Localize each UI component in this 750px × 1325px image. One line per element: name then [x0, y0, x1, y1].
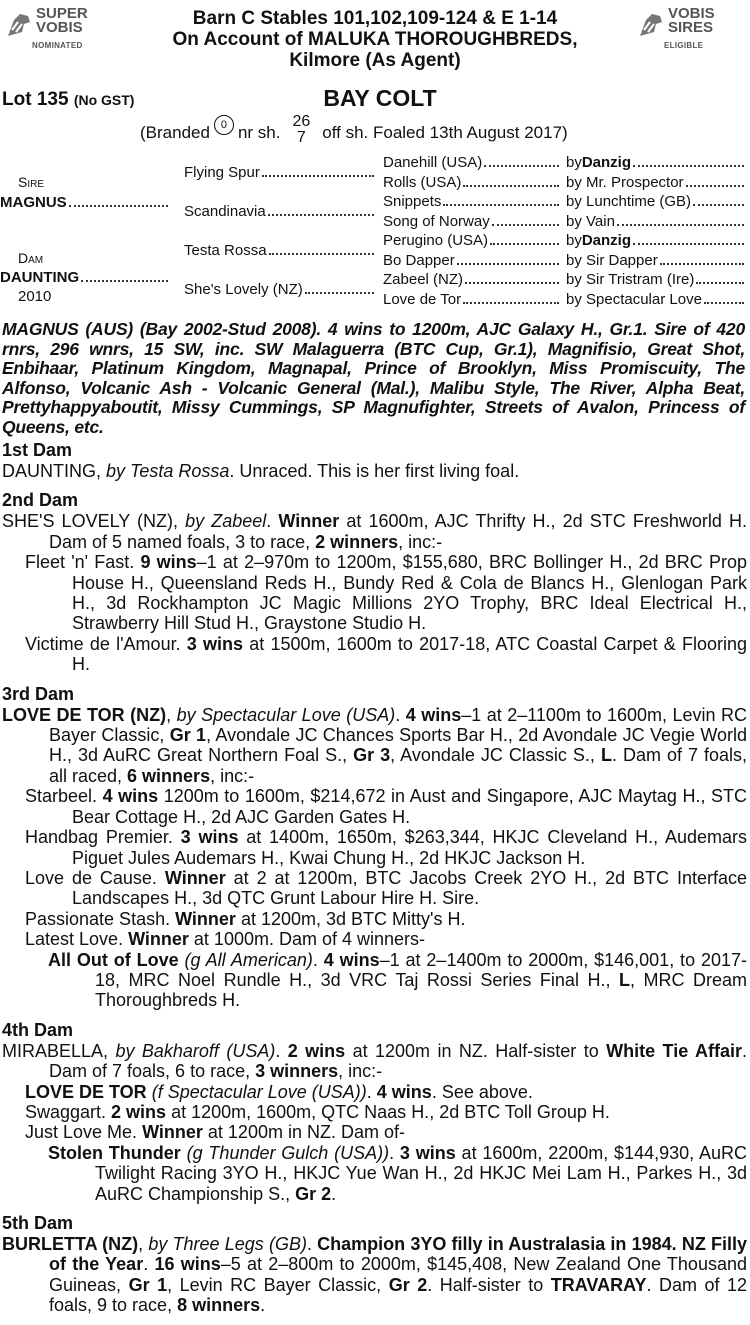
- bold-text: Gr 3: [353, 745, 391, 766]
- great-grandparent: [383, 232, 559, 249]
- text: Swaggart.: [25, 1101, 112, 1122]
- text: at 1500m, 1600m to 2017-18, ATC Coastal Carpet & Flooring H.: [72, 633, 747, 675]
- text: at 1200m in NZ. Dam of-: [202, 1122, 405, 1143]
- progeny-record: [2, 786, 747, 827]
- great-grandparent-name: Danehill (USA): [383, 154, 483, 171]
- brand-mid: nr sh.: [237, 123, 281, 142]
- logo-text: VOBIS: [36, 19, 83, 36]
- text: .: [389, 1142, 400, 1163]
- text: ,: [166, 704, 177, 725]
- italic-text: by Bakharoff (USA): [115, 1040, 276, 1061]
- progeny-record: [2, 1082, 747, 1102]
- dam-line: [2, 440, 747, 1325]
- text: –5 at 2–800m to 2000m, $145,408, New Zealand One Thousand Guineas,: [49, 1254, 747, 1295]
- bold-text: 16 wins: [154, 1254, 221, 1275]
- great-grandsire: [566, 252, 744, 269]
- text: at 1200m in NZ. Half-sister to: [345, 1040, 607, 1061]
- text: ,: [138, 1234, 149, 1254]
- dam-record: [2, 705, 747, 787]
- logo-text: VOBIS: [668, 5, 715, 22]
- sire-prefix: by: [566, 232, 582, 249]
- horse-description: BAY COLT: [323, 85, 437, 111]
- bold-text: Winner: [164, 867, 226, 888]
- vendor-name: On Account of MALUKA THOROUGHBREDS,: [172, 29, 578, 50]
- text: MIRABELLA,: [2, 1040, 116, 1061]
- bold-text: Gr 2: [388, 1274, 428, 1295]
- gst-note: (No GST): [73, 92, 135, 108]
- dam-section: [2, 1213, 747, 1316]
- grandparent: [184, 203, 374, 220]
- sire-bold-name: Danzig: [581, 154, 632, 171]
- text: , inc:-: [398, 531, 443, 552]
- text: , inc:-: [210, 765, 255, 786]
- bold-text: White Tie Affair: [606, 1040, 742, 1061]
- text: Latest Love.: [25, 929, 129, 950]
- logo-subtext: ELIGIBLE: [664, 41, 704, 50]
- text: at 1000m. Dam of 4 winners-: [188, 929, 426, 950]
- brand-suffix: off sh. Foaled 13th August 2017): [322, 123, 568, 142]
- dam-section: [2, 684, 747, 1011]
- dam-section: [2, 490, 747, 674]
- lot-label: Lot 135: [2, 89, 69, 110]
- dam-label: Dam: [18, 250, 44, 266]
- bold-text: 4 wins: [323, 949, 380, 970]
- great-grandparent-name: Perugino (USA): [383, 232, 489, 249]
- brand-symbol: 0: [214, 115, 234, 135]
- sire-name: MAGNUS: [0, 194, 67, 211]
- text: , MRC Dream Thoroughbreds H.: [95, 969, 747, 1011]
- great-grandsire: [566, 271, 744, 288]
- text: .: [395, 704, 406, 725]
- great-grandparent-name: Snippets: [383, 193, 442, 210]
- great-grandsire: [566, 174, 744, 191]
- text: .: [275, 1040, 288, 1061]
- great-grandsire: [566, 232, 744, 249]
- progeny-record: [2, 827, 747, 868]
- progeny-record: [2, 868, 747, 909]
- italic-text: by Spectacular Love (USA): [176, 704, 396, 725]
- text: . Unraced. This is her first living foal.: [229, 461, 520, 481]
- progeny-record: [2, 634, 747, 675]
- grandparent-name: Scandinavia: [184, 203, 266, 220]
- great-grandparent-name: Bo Dapper: [383, 251, 455, 269]
- dam-record: [2, 461, 747, 481]
- text: .: [366, 1081, 377, 1102]
- pedigree-table: [0, 154, 750, 310]
- section-heading: 2nd Dam: [2, 490, 79, 511]
- text: , Avondale JC Classic S.,: [390, 745, 601, 766]
- great-grandparent: [383, 174, 559, 191]
- grandparent: [184, 281, 374, 298]
- bold-text: TRAVARAY: [550, 1274, 647, 1295]
- bold-text: 4 wins: [376, 1081, 432, 1102]
- logo-subtext: NOMINATED: [32, 41, 83, 50]
- italic-text: by Testa Rossa: [106, 461, 230, 481]
- sire-summary: MAGNUS (AUS) (Bay 2002-Stud 2008). 4 wins to 1200m, AJC Galaxy H., Gr.1. Sire of 420 rnrs, 296 wnrs, 15 SW, inc. SW Malaguerra (BTC Cup, Gr.1), Magnifisio, Great Shot, Enbihaar, Platinum Kingdom, Magnapal, Prince of Brooklyn, Miss Promiscuity, The Alfonso, Volcanic Ash - Volcanic General (Mal.), Malibu Style, The River, Alpha Beat, Prettyhappyaboutit, Missy Cummings, SP Magnufighter, Streets of Avalon, Princess of Queens, etc.: [2, 319, 745, 437]
- bold-text: LOVE DE TOR: [25, 1081, 147, 1102]
- bold-text: 9 wins: [140, 552, 197, 573]
- bold-text: 3 wins: [180, 827, 239, 848]
- consignment-location: Barn C Stables 101,102,109-124 & E 1-14: [192, 8, 558, 29]
- text: .: [306, 1234, 318, 1254]
- dam-section: [2, 1020, 747, 1204]
- text: .: [260, 1295, 266, 1316]
- italic-text: (f Spectacular Love (USA)): [151, 1081, 367, 1102]
- bold-text: Gr 2: [295, 1183, 332, 1204]
- text: 1200m to 1600m, $214,672 in Aust and Singapore, AJC Maytag H., STC Bear Cottage H., 2d AJC Garden Gates H.: [72, 786, 747, 827]
- bold-text: 2 winners: [315, 531, 399, 552]
- great-grandparent: [383, 291, 559, 308]
- brand-number: [292, 114, 310, 146]
- text: . Dam of 7 foals, 6 to race,: [49, 1040, 747, 1082]
- text: . Dam of 7 foals, all raced,: [49, 745, 747, 786]
- section-heading: 3rd Dam: [2, 683, 75, 704]
- brand-prefix: (Branded: [140, 123, 210, 142]
- bold-text: BURLETTA (NZ): [2, 1234, 139, 1254]
- brand-info: [140, 113, 568, 149]
- sire-prefix: by Spectacular Love: [566, 290, 702, 308]
- great-grandparent: [383, 252, 559, 269]
- text: at 1600m, 2200m, $144,930, AuRC Twilight Racing 3YO H., HKJC Yue Wan H., 2d HKJC Mei Lam H., Parkes H., 3d AuRC Championship S.,: [95, 1142, 747, 1204]
- text: .: [266, 511, 279, 532]
- progeny-record: [2, 909, 747, 929]
- text: at 2 at 1200m, BTC Jacobs Creek 2YO H., 2d BTC Interface Landscapes H., 3d QTC Grunt Labour Hire H. Sire.: [72, 867, 747, 909]
- sire-prefix: by Lunchtime (GB): [566, 193, 692, 210]
- great-grandsire: [566, 193, 744, 210]
- section-heading: 5th Dam: [2, 1213, 74, 1233]
- dam-name: DAUNTING: [0, 269, 80, 286]
- text: .: [312, 949, 324, 970]
- text: . See above.: [431, 1081, 533, 1102]
- text: –1 at 2–1400m to 2000m, $146,001, to 2017-18, MRC Noel Rundle H., 3d VRC Taj Rossi Series Final H.,: [95, 949, 747, 990]
- progeny-record: [2, 552, 747, 634]
- text: . Half-sister to: [427, 1274, 551, 1295]
- sire-prefix: by Vain: [566, 212, 615, 230]
- bold-text: Champion 3YO filly in Australasia in 1984. NZ Filly of the Year: [49, 1234, 748, 1275]
- progeny-record: [2, 929, 747, 949]
- text: SHE'S LOVELY (NZ),: [2, 511, 186, 532]
- text: , inc:-: [338, 1061, 383, 1082]
- text: at 1200m, 1600m, QTC Naas H., 2d BTC Toll Group H.: [166, 1101, 610, 1122]
- grandparent-name: She's Lovely (NZ): [184, 281, 303, 298]
- text: –1 at 2–970m to 1200m, $155,680, BRC Bollinger H., 2d BRC Prop House H., Queensland Reds H., Bundy Red & Cola de Blancs H., Glenlogan Park H., 3d Rockhampton JC Magic Millions 2YO Trophy, BRC Ideal Electrical H., Strawberry Hill Stud H., Graystone Studio H.: [72, 552, 747, 634]
- text: Love de Cause.: [25, 867, 165, 888]
- text: .: [331, 1183, 337, 1204]
- progeny-record: [2, 1143, 747, 1204]
- sire-prefix: by Sir Tristram (Ire): [566, 271, 695, 288]
- great-grandparent-name: Zabeel (NZ): [383, 271, 464, 288]
- dam-section: [2, 440, 747, 481]
- brand-number-bottom: 7: [296, 129, 306, 146]
- bold-text: 3 winners: [255, 1061, 339, 1082]
- italic-text: (g Thunder Gulch (USA)): [186, 1142, 390, 1163]
- great-grandsire: [566, 154, 744, 171]
- bold-text: Gr 1: [169, 725, 207, 746]
- text: at 1600m, AJC Thrifty H., 2d STC Freshworld H. Dam of 5 named foals, 3 to race,: [49, 511, 747, 552]
- progeny-record: [2, 1122, 747, 1142]
- italic-text: by Three Legs (GB): [148, 1234, 307, 1254]
- bold-text: 2 wins: [111, 1101, 167, 1122]
- bold-text: Winner: [278, 511, 340, 532]
- text: Starbeel.: [25, 786, 103, 807]
- bold-text: 4 wins: [102, 786, 159, 807]
- great-grandparent: [383, 154, 559, 171]
- sire-label: Sire: [18, 174, 45, 190]
- text: Passionate Stash.: [25, 908, 176, 929]
- bold-text: 6 winners: [127, 765, 211, 786]
- vendor-location: Kilmore (As Agent): [289, 50, 461, 71]
- text: at 1200m, 3d BTC Mitty's H.: [235, 908, 466, 929]
- text: Fleet 'n' Fast.: [25, 552, 141, 573]
- grandparent: [184, 242, 374, 259]
- great-grandparent-name: Rolls (USA): [383, 173, 462, 191]
- great-grandparent-name: Love de Tor: [383, 290, 462, 308]
- bold-text: Stolen Thunder: [48, 1142, 181, 1163]
- brand-number-top: 26: [292, 113, 311, 130]
- great-grandparent: [383, 193, 559, 210]
- sire-prefix: by Sir Dapper: [566, 251, 658, 269]
- bold-text: All Out of Love: [48, 949, 179, 970]
- bold-text: L: [600, 745, 612, 766]
- bold-text: 4 wins: [405, 704, 462, 725]
- bold-text: L: [618, 969, 630, 990]
- sire-bold-name: Danzig: [581, 232, 632, 249]
- text: –1 at 2–1100m to 1600m, Levin RC Bayer Classic,: [49, 704, 747, 746]
- text: at 1400m, 1650m, $263,344, HKJC Cleveland H., Audemars Piguet Jules Audemars H., Kwai Chung H., 2d HKJC Jackson H.: [72, 827, 747, 868]
- bold-text: 3 wins: [186, 633, 244, 654]
- great-grandparent: [383, 213, 559, 230]
- bold-text: 8 winners: [177, 1295, 261, 1316]
- bold-text: Winner: [128, 929, 189, 950]
- great-grandparent: [383, 271, 559, 288]
- text: , Avondale JC Chances Sports Bar H., 2d Avondale JC Vegie World H., 3d AuRC Great Northern Foal S.,: [49, 725, 747, 766]
- text: . Dam of 12 foals, 9 to race,: [49, 1274, 748, 1316]
- logo-text: SIRES: [668, 19, 714, 36]
- great-grandsire: [566, 291, 744, 308]
- sire-prefix: by: [566, 154, 582, 171]
- section-heading: 1st Dam: [2, 440, 73, 460]
- bold-text: 3 wins: [399, 1142, 456, 1163]
- text: Handbag Premier.: [25, 827, 181, 848]
- great-grandsire: [566, 213, 744, 230]
- text: , Levin RC Bayer Classic,: [167, 1274, 389, 1295]
- great-grandparent-name: Song of Norway: [383, 212, 490, 230]
- section-heading: 4th Dam: [2, 1019, 74, 1040]
- logo-text: SUPER: [36, 5, 88, 22]
- grandparent-name: Flying Spur: [184, 164, 260, 181]
- text: Victime de l'Amour.: [25, 633, 187, 654]
- bold-text: Winner: [175, 908, 236, 929]
- italic-text: by Zabeel: [185, 511, 267, 532]
- bold-text: LOVE DE TOR (NZ): [2, 704, 167, 725]
- progeny-record: [2, 950, 747, 1011]
- bold-text: 2 wins: [287, 1040, 346, 1061]
- text: DAUNTING,: [2, 461, 107, 481]
- grandparent: [184, 164, 374, 181]
- sire-prefix: by Mr. Prospector: [566, 173, 684, 191]
- dam-record: [2, 511, 747, 552]
- text: .: [143, 1254, 155, 1275]
- dam-record: [2, 1234, 747, 1316]
- text: Just Love Me.: [25, 1122, 143, 1143]
- bold-text: Winner: [142, 1122, 203, 1143]
- grandparent-name: Testa Rossa: [184, 242, 267, 259]
- dam-record: [2, 1041, 747, 1082]
- italic-text: (g All American): [184, 949, 313, 970]
- bold-text: Gr 1: [128, 1274, 168, 1295]
- dam-year: 2010: [18, 288, 52, 305]
- progeny-record: [2, 1102, 747, 1122]
